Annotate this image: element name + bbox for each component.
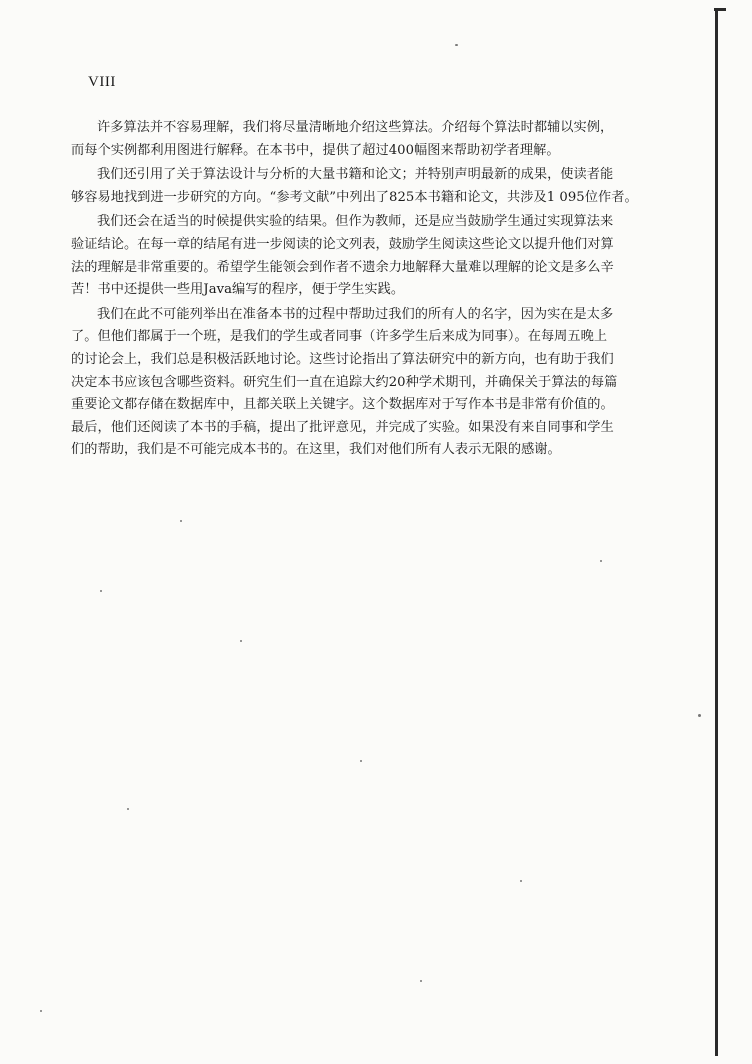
- scan-speck: [100, 590, 102, 592]
- text-line: 重要论文都存储在数据库中，且都关联上关键字。这个数据库对于写作本书是非常有价值的。: [71, 397, 614, 413]
- scan-speck: [360, 760, 362, 762]
- scan-speck: [240, 640, 242, 642]
- scan-speck: [420, 980, 422, 982]
- text-line: 够容易地找到进一步研究的方向。“参考文献”中列出了825本书籍和论文，共涉及1 095位作者。: [71, 189, 638, 205]
- paragraph: [71, 164, 691, 209]
- scan-speck: [127, 808, 129, 810]
- text-line: 而每个实例都利用图进行解释。在本书中，提供了超过400幅图来帮助初学者理解。: [71, 142, 560, 158]
- text-line: 我们在此不可能列举出在准备本书的过程中帮助过我们的所有人的名字，因为实在是太多: [97, 306, 614, 322]
- scan-speck: [455, 44, 458, 46]
- scan-edge-line: [715, 8, 718, 1056]
- text-line: 我们还会在适当的时候提供实验的结果。但作为教师，还是应当鼓励学生通过实现算法来: [97, 214, 614, 230]
- text-line: 我们还引用了关于算法设计与分析的大量书籍和论文；并特别声明最新的成果，使读者能: [97, 167, 614, 183]
- text-line: 了。但他们都属于一个班，是我们的学生或者同事（许多学生后来成为同事）。在每周五晚上: [71, 329, 608, 345]
- text-line: 们的帮助，我们是不可能完成本书的。在这里，我们对他们所有人表示无限的感谢。: [71, 442, 561, 458]
- text-line: 苦！书中还提供一些用Java编写的程序，便于学生实践。: [71, 282, 405, 298]
- scan-speck: [40, 1010, 42, 1012]
- scan-speck: [698, 714, 701, 717]
- scan-speck: [520, 880, 522, 882]
- text-line: 法的理解是非常重要的。希望学生能领会到作者不遗余力地解释大量难以理解的论文是多么辛: [71, 259, 614, 275]
- paragraph: [71, 211, 691, 301]
- text-line: 的讨论会上，我们总是积极活跃地讨论。这些讨论指出了算法研究中的新方向，也有助于我们: [71, 351, 614, 367]
- page-number: VIII: [88, 74, 116, 90]
- text-line: 决定本书应该包含哪些资料。研究生们一直在追踪大约20种学术期刊，并确保关于算法的每篇: [71, 374, 618, 390]
- text-line: 许多算法并不容易理解，我们将尽量清晰地介绍这些算法。介绍每个算法时都辅以实例，: [97, 120, 614, 135]
- scan-speck: [180, 520, 182, 522]
- text-line: 验证结论。在每一章的结尾有进一步阅读的论文列表，鼓励学生阅读这些论文以提升他们对算: [71, 236, 614, 252]
- scan-speck: [600, 560, 602, 562]
- paragraph: [71, 117, 691, 162]
- scan-edge-corner: [714, 8, 726, 11]
- text-line: 最后，他们还阅读了本书的手稿，提出了批评意见，并完成了实验。如果没有来自同事和学生: [71, 419, 614, 435]
- paragraph: [71, 304, 691, 462]
- body-text: [71, 117, 691, 462]
